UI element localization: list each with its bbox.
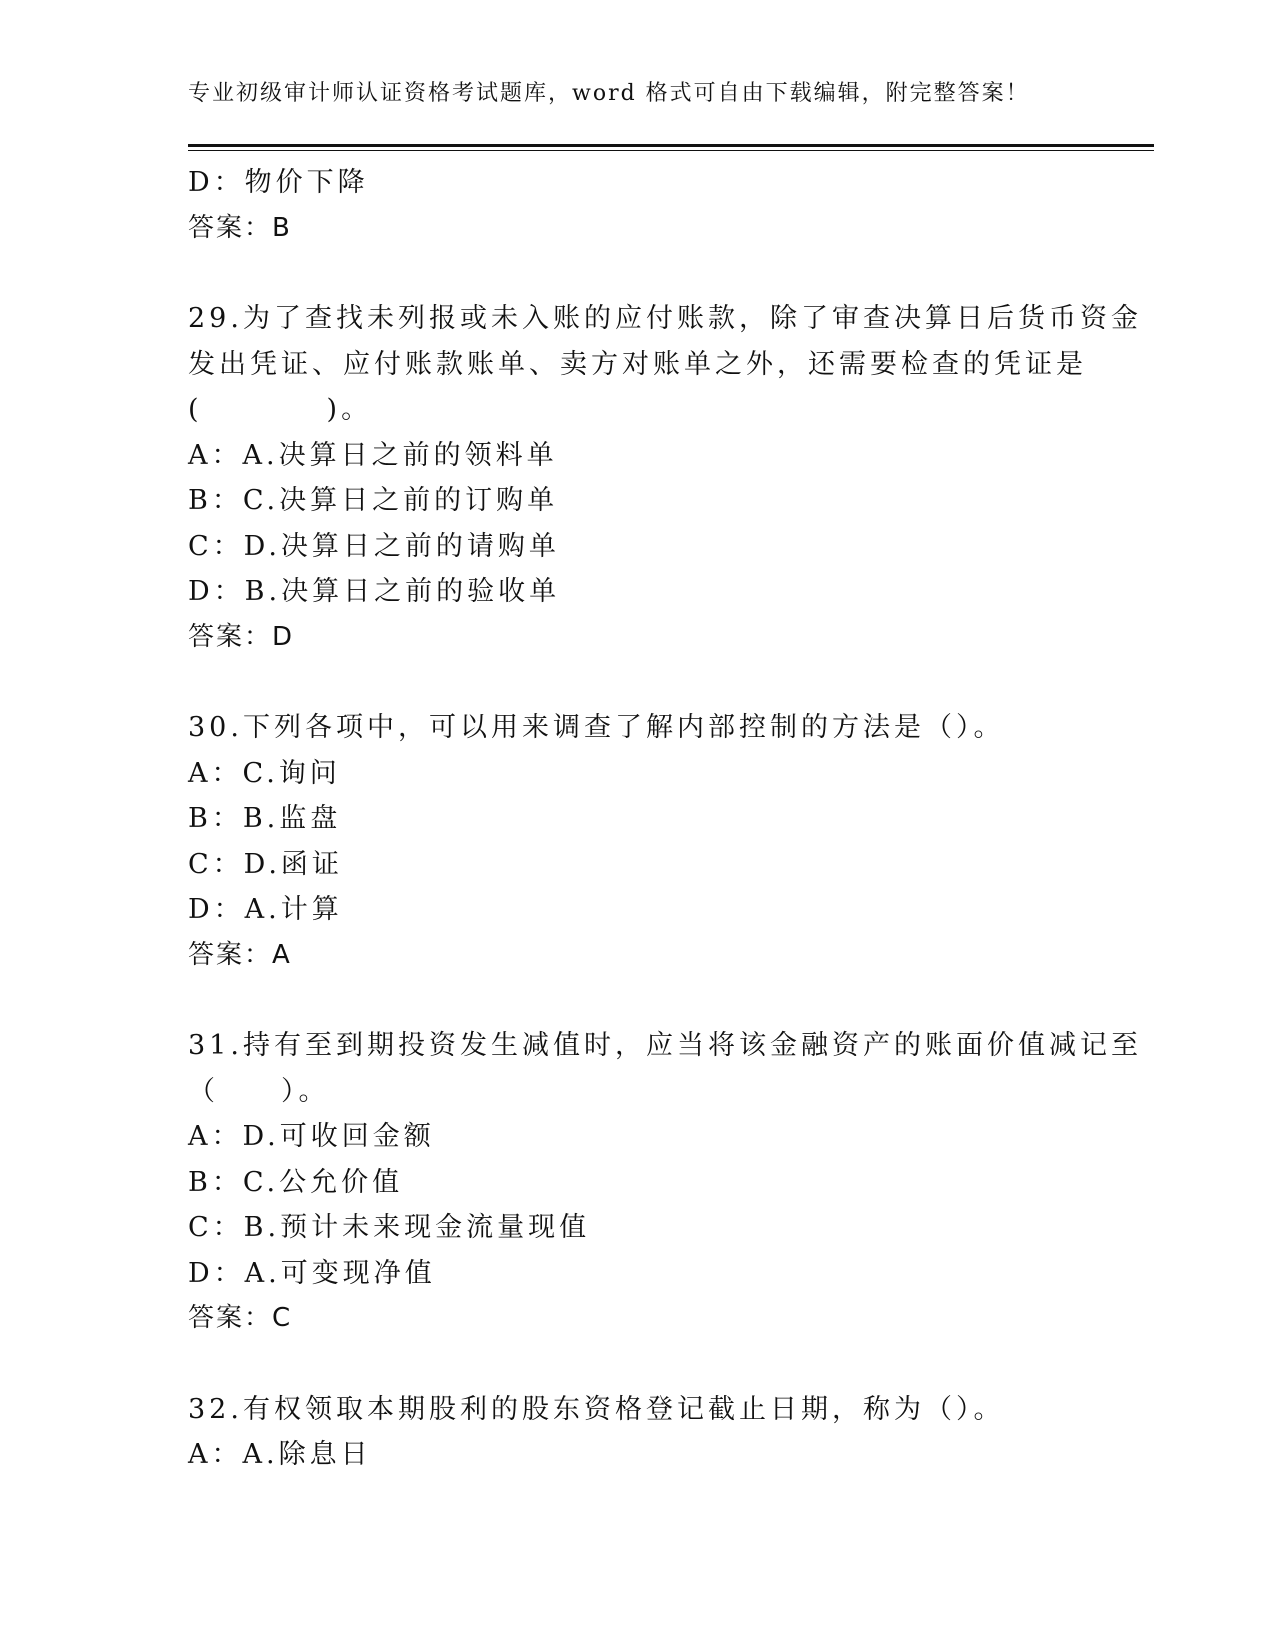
answer-line: 答案：B bbox=[188, 212, 292, 243]
option-line: C：B.预计未来现金流量现值 bbox=[188, 1212, 591, 1243]
question-stem: 29.为了查找未列报或未入账的应付账款，除了审查决算日后货币资金 bbox=[188, 303, 1142, 334]
question-content bbox=[188, 160, 1142, 1478]
question-block bbox=[188, 296, 1142, 660]
option-line: A：A.决算日之前的领料单 bbox=[188, 439, 558, 471]
option-line: B：C.决算日之前的订购单 bbox=[188, 485, 559, 516]
header-rule-thin bbox=[188, 150, 1154, 151]
option-line: B：B.监盘 bbox=[188, 803, 342, 834]
option-line: A：A.除息日 bbox=[188, 1439, 372, 1470]
spacer bbox=[188, 978, 1088, 1023]
question-stem: 30.下列各项中，可以用来调查了解内部控制的方法是（）。 bbox=[188, 712, 1005, 743]
option-line: C：D.函证 bbox=[188, 848, 343, 880]
question-block bbox=[188, 1023, 1142, 1342]
spacer bbox=[188, 660, 1088, 705]
option-line: D：A.计算 bbox=[188, 894, 343, 925]
option-line: B：C.公允价值 bbox=[188, 1166, 404, 1198]
option-line: C：D.决算日之前的请购单 bbox=[188, 530, 560, 562]
option-line: A：C.询问 bbox=[188, 757, 341, 789]
answer-line: 答案：A bbox=[188, 939, 292, 970]
question-stem: （ ）。 bbox=[188, 1075, 330, 1107]
spacer bbox=[188, 251, 1088, 296]
question-block bbox=[188, 1387, 1088, 1478]
question-block bbox=[188, 705, 1088, 978]
question-stem: 发出凭证、应付账款账单、卖方对账单之外，还需要检查的凭证是 bbox=[188, 348, 1087, 380]
question-stem: 32.有权领取本期股利的股东资格登记截止日期，称为（）。 bbox=[188, 1393, 1005, 1425]
option-line: D：物价下降 bbox=[188, 167, 369, 198]
page-header: 专业初级审计师认证资格考试题库，word 格式可自由下载编辑，附完整答案！ bbox=[188, 81, 1030, 106]
question-stem: ( )。 bbox=[188, 394, 373, 425]
option-line: D：B.决算日之前的验收单 bbox=[188, 576, 561, 607]
answer-line: 答案：D bbox=[188, 621, 295, 652]
option-line: A：D.可收回金额 bbox=[188, 1121, 435, 1152]
spacer bbox=[188, 1342, 1088, 1387]
option-line: D：A.可变现净值 bbox=[188, 1257, 436, 1289]
question-stem: 31.持有至到期投资发生减值时，应当将该金融资产的账面价值减记至 bbox=[188, 1030, 1142, 1061]
answer-line: 答案：C bbox=[188, 1303, 293, 1333]
header-rule-thick bbox=[188, 144, 1154, 147]
